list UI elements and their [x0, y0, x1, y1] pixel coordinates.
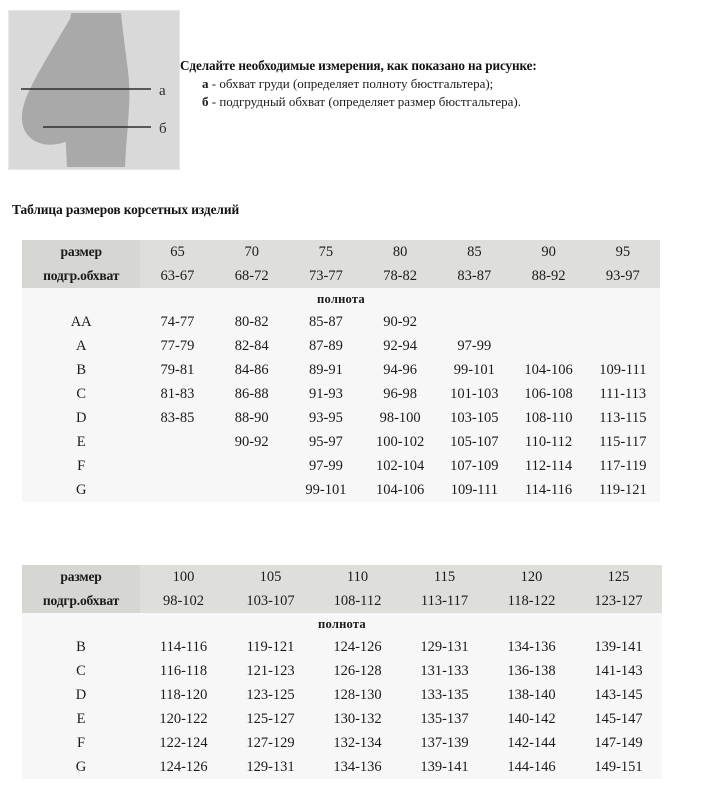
bust-range-cell: 99-101	[289, 478, 363, 502]
underbust-range-header: 123-127	[575, 589, 662, 613]
band-size-header: 80	[363, 240, 437, 264]
bust-range-cell: 133-135	[401, 683, 488, 707]
bust-range-cell: 104-106	[363, 478, 437, 502]
bust-range-cell: 125-127	[227, 707, 314, 731]
bust-range-cell: 138-140	[488, 683, 575, 707]
underbust-range-header: 63-67	[140, 264, 214, 288]
table-row	[22, 635, 662, 659]
bust-range-cell: 85-87	[289, 310, 363, 334]
band-size-header: 105	[227, 565, 314, 589]
instruction-marker-b: б	[202, 94, 209, 110]
underbust-range-header: 73-77	[289, 264, 363, 288]
underbust-range-header: 103-107	[227, 589, 314, 613]
underbust-range-header: 93-97	[586, 264, 660, 288]
bust-range-cell: 114-116	[140, 635, 227, 659]
underbust-range-header: 108-112	[314, 589, 401, 613]
bust-range-cell: 92-94	[363, 334, 437, 358]
underbust-line-label: б	[159, 121, 167, 137]
header-row-size	[22, 240, 660, 264]
bust-range-cell: 135-137	[401, 707, 488, 731]
bust-range-cell: 122-124	[140, 731, 227, 755]
bust-range-cell: 124-126	[314, 635, 401, 659]
band-size-header: 85	[437, 240, 511, 264]
bust-range-cell	[215, 478, 289, 502]
bust-range-cell: 115-117	[586, 430, 660, 454]
cup-band-row	[22, 288, 660, 310]
header-label-underbust: подгр.обхват	[22, 589, 140, 613]
bust-range-cell: 139-141	[575, 635, 662, 659]
instruction-line-underbust	[180, 93, 690, 112]
band-size-header: 115	[401, 565, 488, 589]
cup-size-label: E	[22, 707, 140, 731]
bust-range-cell: 102-104	[363, 454, 437, 478]
bust-range-cell: 96-98	[363, 382, 437, 406]
instructions-title: Сделайте необходимые измерения, как показано на рисунке:	[180, 58, 537, 73]
band-size-header: 120	[488, 565, 575, 589]
bust-range-cell: 94-96	[363, 358, 437, 382]
bust-range-cell: 104-106	[511, 358, 585, 382]
band-size-header: 125	[575, 565, 662, 589]
measurement-illustration	[8, 10, 180, 170]
header-row-underbust	[22, 589, 662, 613]
bust-range-cell: 74-77	[140, 310, 214, 334]
bust-range-cell: 90-92	[363, 310, 437, 334]
underbust-range-header: 113-117	[401, 589, 488, 613]
table-header	[22, 565, 662, 613]
header-label-size: размер	[22, 565, 140, 589]
bust-range-cell: 144-146	[488, 755, 575, 779]
bust-range-cell: 77-79	[140, 334, 214, 358]
bust-range-cell: 82-84	[215, 334, 289, 358]
header-label-underbust: подгр.обхват	[22, 264, 140, 288]
bust-range-cell: 140-142	[488, 707, 575, 731]
underbust-range-header: 98-102	[140, 589, 227, 613]
bust-range-cell: 119-121	[227, 635, 314, 659]
bust-range-cell: 145-147	[575, 707, 662, 731]
header-row-underbust	[22, 264, 660, 288]
bust-range-cell: 79-81	[140, 358, 214, 382]
bust-range-cell	[511, 334, 585, 358]
table-row	[22, 310, 660, 334]
bust-range-cell: 134-136	[488, 635, 575, 659]
bust-range-cell: 110-112	[511, 430, 585, 454]
bust-range-cell: 130-132	[314, 707, 401, 731]
instruction-line-bust	[180, 75, 690, 94]
bust-range-cell: 89-91	[289, 358, 363, 382]
band-size-header: 95	[586, 240, 660, 264]
bust-range-cell: 127-129	[227, 731, 314, 755]
cup-band-row	[22, 613, 662, 635]
bust-range-cell: 97-99	[289, 454, 363, 478]
table-row	[22, 358, 660, 382]
bust-range-cell: 109-111	[437, 478, 511, 502]
cup-size-label: C	[22, 659, 140, 683]
table-row	[22, 406, 660, 430]
bust-range-cell	[586, 334, 660, 358]
torso-silhouette-icon	[9, 11, 179, 169]
page-title: Таблица размеров корсетных изделий	[12, 202, 240, 217]
band-size-header: 110	[314, 565, 401, 589]
cup-size-label: B	[22, 358, 140, 382]
cup-size-label: B	[22, 635, 140, 659]
bust-range-cell: 128-130	[314, 683, 401, 707]
instruction-text-b: - подгрудный обхват (определяет размер бюстгальтера).	[211, 94, 521, 110]
bust-range-cell: 80-82	[215, 310, 289, 334]
bust-range-cell	[140, 478, 214, 502]
band-size-header: 100	[140, 565, 227, 589]
bust-range-cell: 129-131	[401, 635, 488, 659]
bust-range-cell: 97-99	[437, 334, 511, 358]
bust-range-cell: 147-149	[575, 731, 662, 755]
bust-range-cell: 108-110	[511, 406, 585, 430]
table-row	[22, 478, 660, 502]
cup-size-label: F	[22, 454, 140, 478]
bust-range-cell: 149-151	[575, 755, 662, 779]
underbust-range-header: 83-87	[437, 264, 511, 288]
bust-range-cell: 111-113	[586, 382, 660, 406]
bust-range-cell: 112-114	[511, 454, 585, 478]
table-row	[22, 731, 662, 755]
size-table-large	[22, 565, 662, 779]
bust-range-cell: 91-93	[289, 382, 363, 406]
instruction-text-a: - обхват груди (определяет полноту бюстгальтера);	[211, 75, 494, 91]
bust-range-cell: 114-116	[511, 478, 585, 502]
table-row	[22, 334, 660, 358]
cup-size-label: A	[22, 334, 140, 358]
cup-band-label: полнота	[22, 613, 662, 635]
bust-range-cell	[140, 454, 214, 478]
bust-range-cell: 136-138	[488, 659, 575, 683]
cup-size-label: G	[22, 478, 140, 502]
bust-range-cell: 132-134	[314, 731, 401, 755]
underbust-range-header: 118-122	[488, 589, 575, 613]
measurement-instructions-block	[0, 0, 706, 180]
table-row	[22, 382, 660, 406]
underbust-range-header: 78-82	[363, 264, 437, 288]
cup-size-label: G	[22, 755, 140, 779]
bust-range-cell: 126-128	[314, 659, 401, 683]
table-body	[22, 288, 660, 502]
size-table-small	[22, 240, 660, 502]
bust-range-cell: 93-95	[289, 406, 363, 430]
bust-range-cell: 119-121	[586, 478, 660, 502]
underbust-range-header: 68-72	[215, 264, 289, 288]
bust-range-cell: 100-102	[363, 430, 437, 454]
bust-range-cell: 81-83	[140, 382, 214, 406]
band-size-header: 90	[511, 240, 585, 264]
bust-range-cell: 86-88	[215, 382, 289, 406]
bust-range-cell: 103-105	[437, 406, 511, 430]
table-header	[22, 240, 660, 288]
cup-size-label: E	[22, 430, 140, 454]
table-row	[22, 755, 662, 779]
bust-range-cell: 95-97	[289, 430, 363, 454]
bust-range-cell: 117-119	[586, 454, 660, 478]
bust-range-cell: 116-118	[140, 659, 227, 683]
bust-range-cell: 83-85	[140, 406, 214, 430]
bust-range-cell	[511, 310, 585, 334]
bust-range-cell: 88-90	[215, 406, 289, 430]
bust-range-cell: 98-100	[363, 406, 437, 430]
bust-range-cell: 120-122	[140, 707, 227, 731]
bust-range-cell: 113-115	[586, 406, 660, 430]
cup-size-label: C	[22, 382, 140, 406]
bust-range-cell	[140, 430, 214, 454]
table-row	[22, 659, 662, 683]
underbust-range-header: 88-92	[511, 264, 585, 288]
bust-range-cell: 131-133	[401, 659, 488, 683]
bust-range-cell	[215, 454, 289, 478]
cup-size-label: F	[22, 731, 140, 755]
band-size-header: 70	[215, 240, 289, 264]
bust-range-cell: 87-89	[289, 334, 363, 358]
cup-size-label: AA	[22, 310, 140, 334]
bust-range-cell: 90-92	[215, 430, 289, 454]
bust-range-cell: 137-139	[401, 731, 488, 755]
table-body	[22, 613, 662, 779]
bust-range-cell: 142-144	[488, 731, 575, 755]
bust-range-cell: 106-108	[511, 382, 585, 406]
bust-range-cell: 139-141	[401, 755, 488, 779]
table-row	[22, 454, 660, 478]
bust-range-cell: 143-145	[575, 683, 662, 707]
bust-range-cell: 141-143	[575, 659, 662, 683]
bust-range-cell: 105-107	[437, 430, 511, 454]
bust-range-cell: 109-111	[586, 358, 660, 382]
cup-size-label: D	[22, 406, 140, 430]
cup-band-label: полнота	[22, 288, 660, 310]
bust-range-cell: 84-86	[215, 358, 289, 382]
bust-range-cell	[437, 310, 511, 334]
table-row	[22, 707, 662, 731]
bust-range-cell: 129-131	[227, 755, 314, 779]
band-size-header: 65	[140, 240, 214, 264]
instructions-text	[180, 58, 690, 112]
cup-size-label: D	[22, 683, 140, 707]
table-row	[22, 430, 660, 454]
bust-range-cell: 134-136	[314, 755, 401, 779]
bust-range-cell: 99-101	[437, 358, 511, 382]
bust-range-cell: 107-109	[437, 454, 511, 478]
table-row	[22, 683, 662, 707]
header-label-size: размер	[22, 240, 140, 264]
bust-range-cell: 123-125	[227, 683, 314, 707]
bust-line-label: а	[159, 83, 166, 99]
bust-range-cell	[586, 310, 660, 334]
header-row-size	[22, 565, 662, 589]
instruction-marker-a: а	[202, 75, 209, 91]
band-size-header: 75	[289, 240, 363, 264]
bust-range-cell: 118-120	[140, 683, 227, 707]
bust-range-cell: 124-126	[140, 755, 227, 779]
bust-range-cell: 101-103	[437, 382, 511, 406]
bust-range-cell: 121-123	[227, 659, 314, 683]
